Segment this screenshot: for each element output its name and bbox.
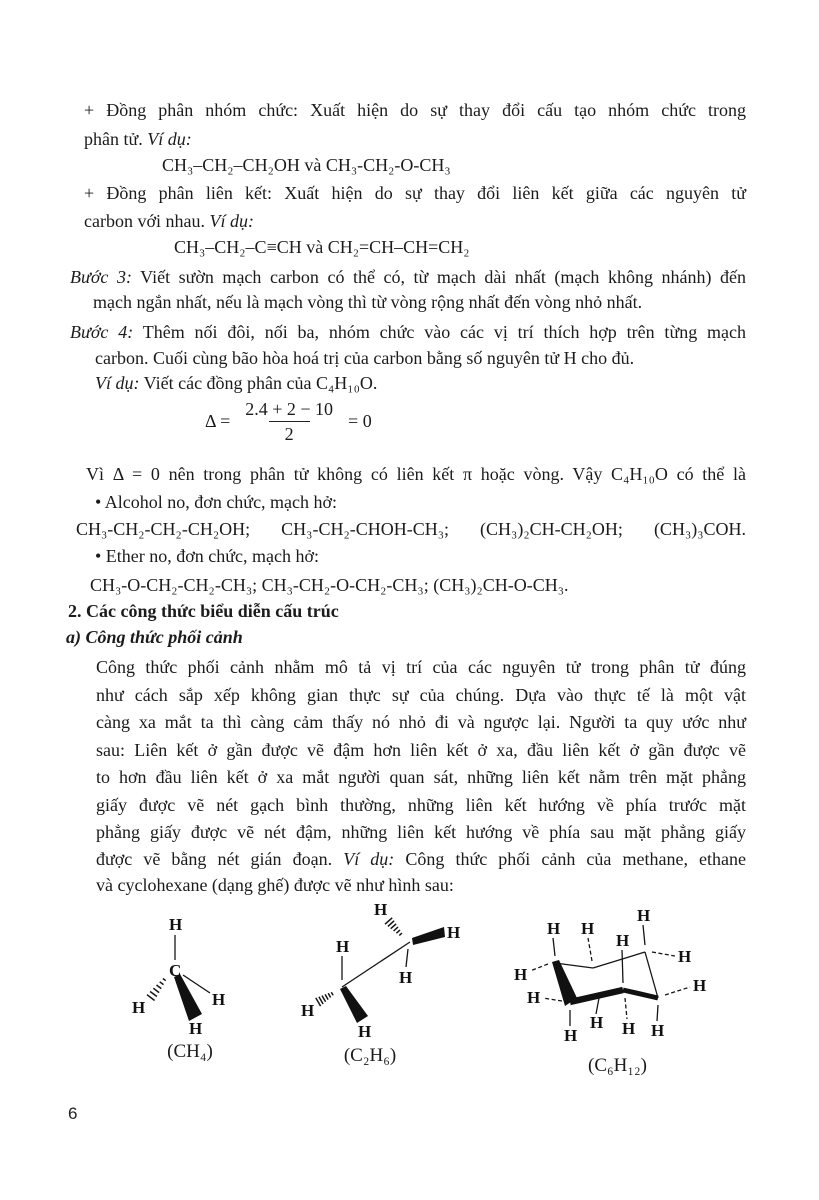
carbon-label: C [169, 961, 182, 980]
ethane-structure [295, 885, 470, 1050]
section-heading: 2. Các công thức biểu diễn cấu trúc [68, 601, 339, 621]
text-line: giấy được vẽ nét gạch bình thường, những liên kết hướng về phía trước mặt [96, 795, 746, 815]
hydrogen-label: H [622, 1019, 636, 1038]
text-line: + Đồng phân nhóm chức: Xuất hiện do sự thay đổi cấu tạo nhóm chức trong [84, 100, 746, 120]
cyclohexane-caption: (C₆H₁₂) [588, 1055, 647, 1076]
hydrogen-label: H [527, 988, 541, 1007]
bullet-line: • Alcohol no, đơn chức, mạch hở: [95, 492, 338, 512]
text-line: Vì Δ = 0 nên trong phân tử không có liên kết π hoặc vòng. Vậy C₄H₁₀O có thể là [86, 464, 746, 484]
hydrogen-label: H [399, 968, 413, 987]
hydrogen-label: H [374, 900, 388, 919]
solid-wedge [174, 974, 202, 1021]
methane-caption: (CH₄) [167, 1041, 213, 1062]
hydrogen-label: H [693, 976, 707, 995]
text-line: Ví dụ: Viết các đồng phân của C₄H₁₀O. [95, 373, 378, 393]
hydrogen-label: H [564, 1026, 578, 1045]
cyclohexane-structure [495, 898, 725, 1053]
hash-wedge [147, 979, 166, 1001]
chem-formula-line: CH₃–CH₂–C≡CH và CH₂=CH–CH=CH₂ [174, 237, 470, 257]
hydrogen-label: H [547, 919, 561, 938]
text-line: phẳng giấy được vẽ nét đậm, những liên kết hướng về phía sau mặt phẳng giấy [96, 822, 746, 842]
hydrogen-label: H [358, 1022, 372, 1041]
text-line: và cyclohexane (dạng ghế) được vẽ như hình sau: [96, 875, 454, 895]
solid-wedge [552, 960, 577, 1006]
delta-formula [205, 399, 372, 444]
hydrogen-label: H [616, 931, 630, 950]
hydrogen-label: H [590, 1013, 604, 1032]
bullet-line: • Ether no, đơn chức, mạch hở: [95, 546, 320, 566]
formula-rhs: = 0 [348, 411, 372, 431]
text-line: Bước 3: Viết sườn mạch carbon có thể có, từ mạch dài nhất (mạch không nhánh) đến [70, 267, 747, 287]
text-line: + Đồng phân liên kết: Xuất hiện do sự thay đổi liên kết giữa các nguyên tử [84, 183, 746, 203]
ethane-caption: (C₂H₆) [343, 1045, 397, 1066]
text-line: phân tử. Ví dụ: [84, 129, 192, 149]
solid-wedge [412, 927, 445, 945]
hydrogen-label: H [189, 1019, 203, 1038]
hydrogen-label: H [132, 998, 146, 1017]
text-line: sau: Liên kết ở gần được vẽ đậm hơn liên kết ở xa, đầu liên kết ở gần được vẽ [96, 740, 746, 760]
hydrogen-label: H [514, 965, 528, 984]
fraction-numerator: 2.4 + 2 − 10 [245, 399, 334, 419]
hydrogen-label: H [301, 1001, 315, 1020]
chem-formula-line: CH₃–CH₂–CH₂OH và CH₃-CH₂-O-CH₃ [162, 155, 451, 175]
text-line: Bước 4: Thêm nối đôi, nối ba, nhóm chức vào các vị trí thích hợp trên từng mạch [70, 322, 746, 342]
hydrogen-label: H [212, 990, 226, 1009]
hydrogen-label: H [447, 923, 461, 942]
methane-structure [115, 908, 250, 1043]
chem-formula-line: CH₃-O-CH₂-CH₂-CH₃; CH₃-CH₂-O-CH₂-CH₃; (CH₃)₂CH-O-CH₃. [90, 575, 569, 595]
hydrogen-label: H [169, 915, 183, 934]
subsection-heading: a) Công thức phối cảnh [66, 627, 243, 647]
hash-wedge [316, 992, 333, 1006]
text-line: Công thức phối cảnh nhằm mô tả vị trí của các nguyên tử trong phân tử đúng [96, 657, 746, 677]
text-line: carbon. Cuối cùng bão hòa hoá trị của carbon bằng số nguyên tử H cho đủ. [95, 348, 635, 368]
hydrogen-label: H [336, 937, 350, 956]
hydrogen-label: H [637, 906, 651, 925]
hash-wedge [385, 918, 402, 936]
fraction-denominator: 2 [269, 421, 310, 444]
text-line: như cách sắp xếp không gian thực sự của chúng. Dựa vào thực tế là một vật [96, 685, 746, 705]
hydrogen-label: H [581, 919, 595, 938]
hydrogen-label: H [651, 1021, 665, 1040]
page-number: 6 [68, 1104, 78, 1123]
text-line: to hơn đầu liên kết ở xa mắt người quan sát, những liên kết nằm trên mặt phẳng [96, 767, 746, 787]
text-line: càng xa mắt ta thì càng cảm thấy nó nhỏ đi và ngược lại. Người ta quy ước như [96, 712, 746, 732]
fraction [239, 399, 339, 444]
hydrogen-label: H [678, 947, 692, 966]
formula-lhs: Δ = [205, 411, 231, 431]
text-line: carbon với nhau. Ví dụ: [84, 211, 254, 231]
text-line: mạch ngắn nhất, nếu là mạch vòng thì từ vòng rộng nhất đến vòng nhỏ nhất. [93, 292, 643, 312]
text-line: được vẽ bằng nét gián đoạn. Ví dụ: Công thức phối cảnh của methane, ethane [96, 849, 746, 869]
solid-wedge [340, 986, 368, 1023]
chem-formula-line: CH₃-CH₂-CH₂-CH₂OH; CH₃-CH₂-CHOH-CH₃; (CH₃)₂CH-CH₂OH; (CH₃)₃COH. [76, 519, 746, 539]
